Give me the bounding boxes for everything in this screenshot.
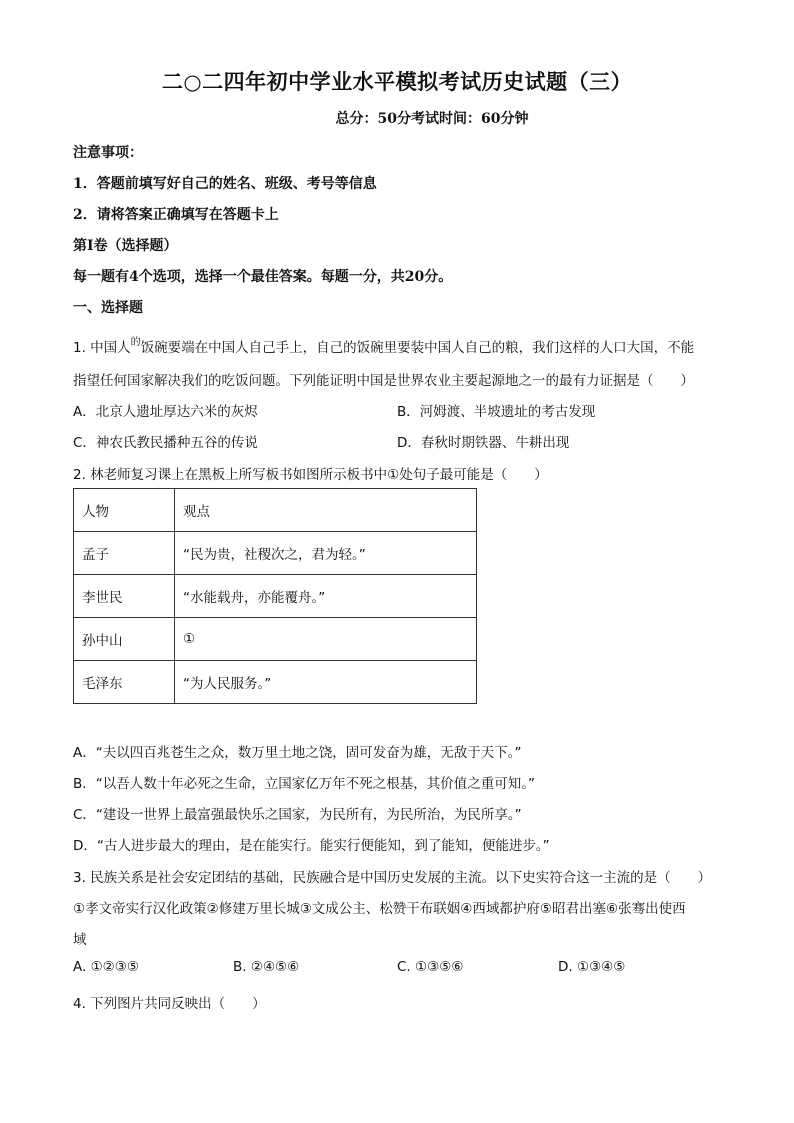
table-header-row <box>74 489 477 532</box>
table-row <box>74 618 477 661</box>
q2-option-c: C．“建设一世界上最富强最快乐之国家，为民所有，为民所治，为民所享。” <box>73 807 522 823</box>
table-cell-view: ① <box>175 618 477 661</box>
q1-option-b: B．河姆渡、半坡遗址的考古发现 <box>397 404 596 420</box>
part-heading: 一、选择题 <box>73 300 143 316</box>
notes-heading: 注意事项： <box>73 145 143 161</box>
exam-subtitle: 总分：50分考试时间：60分钟 <box>335 111 529 127</box>
table-cell-person: 孟子 <box>74 532 175 575</box>
table-cell-person: 毛泽东 <box>74 661 175 704</box>
q3-stem-line-1: 3. 民族关系是社会安定团结的基础，民族融合是中国历史发展的主流。以下史实符合这一主流的是（ ） <box>73 870 712 886</box>
q3-option-b: B. ②④⑤⑥ <box>233 959 300 975</box>
q3-stem-line-2: ①孝文帝实行汉化政策②修建万里长城③文成公主、松赞干布联姻④西域都护府⑤昭君出塞⑥张骞出使西 <box>73 901 686 917</box>
table-cell-view: “水能载舟，亦能覆舟。” <box>175 575 477 618</box>
q1-stem-line-1 <box>73 336 694 356</box>
q2-option-b: B．“以吾人数十年必死之生命，立国家亿万年不死之根基，其价值之重可知。” <box>73 776 535 792</box>
q3-option-d: D. ①③④⑤ <box>558 959 626 975</box>
table-cell-view: “为人民服务。” <box>175 661 477 704</box>
q3-option-a: A. ①②③⑤ <box>73 959 139 975</box>
table-row <box>74 661 477 704</box>
table-header-cell: 观点 <box>175 489 477 532</box>
q2-option-d: D．“古人进步最大的理由，是在能实行。能实行便能知，到了能知，便能进步。” <box>73 838 550 854</box>
table-row <box>74 532 477 575</box>
q1-stem-part-a: 1. 中国人 <box>73 340 131 356</box>
table-header-cell: 人物 <box>74 489 175 532</box>
q1-option-d: D．春秋时期铁器、牛耕出现 <box>397 435 570 451</box>
q2-option-a: A．“夫以四百兆苍生之众，数万里土地之饶，固可发奋为雄，无敌于天下。” <box>73 745 522 761</box>
table-cell-person: 李世民 <box>74 575 175 618</box>
q2-stem: 2. 林老师复习课上在黑板上所写板书如图所示板书中①处句子最可能是（ ） <box>73 467 548 483</box>
section-instruction: 每一题有4个选项，选择一个最佳答案。每题一分，共20分。 <box>73 269 453 285</box>
notes-item-2: 2．请将答案正确填写在答题卡上 <box>73 207 279 223</box>
q1-stem-part-b: 饭碗要端在中国人自己手上，自己的饭碗里要装中国人自己的粮，我们这样的人口大国，不能 <box>140 340 695 356</box>
q3-option-c: C. ①③⑤⑥ <box>397 959 464 975</box>
table-row <box>74 575 477 618</box>
q4-stem: 4. 下列图片共同反映出（ ） <box>73 996 266 1012</box>
q1-option-c: C．神农氏教民播种五谷的传说 <box>73 435 258 451</box>
volume-heading: 第Ⅰ卷（选择题） <box>73 238 178 254</box>
notes-item-1: 1．答题前填写好自己的姓名、班级、考号等信息 <box>73 176 377 192</box>
table-cell-view: “民为贵，社稷次之，君为轻。” <box>175 532 477 575</box>
q2-table <box>73 488 477 704</box>
q1-option-a: A．北京人遗址厚达六米的灰烬 <box>73 404 258 420</box>
exam-title: 二○二四年初中学业水平模拟考试历史试题（三） <box>161 69 633 94</box>
q3-stem-line-3: 域 <box>73 932 87 948</box>
q1-stem-line-2: 指望任何国家解决我们的吃饭问题。下列能证明中国是世界农业主要起源地之一的最有力证据是（ ） <box>73 373 694 389</box>
q1-stem-superscript: 的 <box>130 337 141 348</box>
table-cell-person: 孙中山 <box>74 618 175 661</box>
